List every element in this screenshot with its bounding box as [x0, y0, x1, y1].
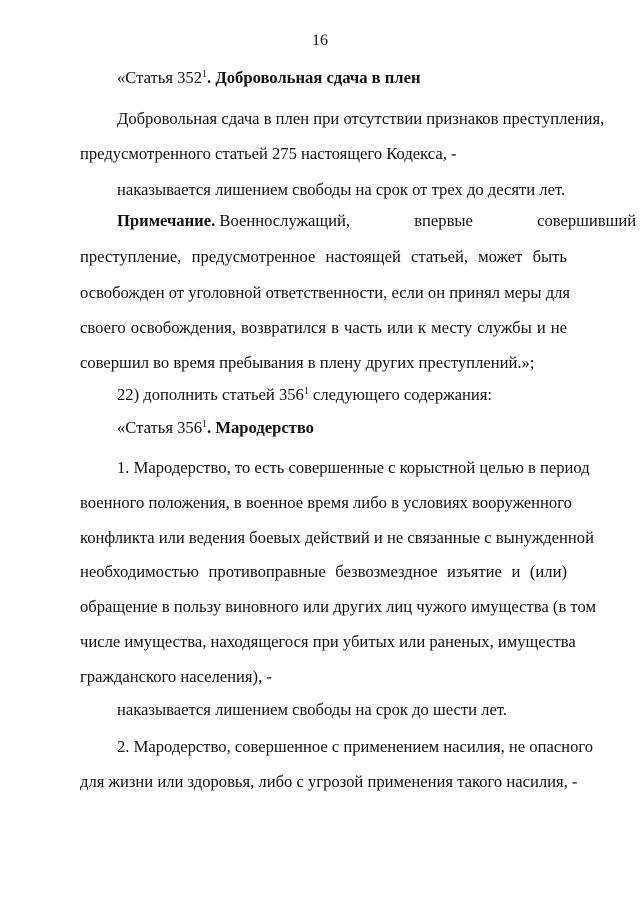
article-356-prefix: «Статья 356	[117, 418, 203, 437]
article-356-part2-line: 2. Мародерство, совершенное с применением насилия, не опасного	[117, 737, 594, 756]
item-22-text: 22) дополнить статьей 356	[117, 385, 304, 404]
article-356-dot: .	[207, 418, 216, 437]
article-356-heading	[117, 418, 567, 438]
article-356-part2-line: для жизни или здоровья, либо с угрозой применения такого насилия, -	[80, 772, 578, 791]
item-22	[117, 385, 567, 405]
article-356-part1-line: обращение в пользу виновного или других лиц чужого имущества (в том	[80, 597, 596, 616]
article-352-note-line: совершил во время пребывания в плену других преступлений.»;	[80, 353, 535, 372]
article-356-superscript: 1	[202, 419, 208, 430]
article-352-note-line: освобожден от уголовной ответственности, если он принял меры для	[80, 283, 571, 302]
article-356-penalty: наказывается лишением свободы на срок до шести лет.	[117, 700, 507, 719]
article-352-superscript: 1	[202, 69, 208, 80]
item-22-superscript: 1	[303, 386, 309, 397]
article-356-title: Мародерство	[215, 418, 314, 437]
article-356-part1-line: числе имущества, находящегося при убитых или раненых, имущества	[80, 632, 576, 651]
article-352-text-line: Добровольная сдача в плен при отсутствии признаков преступления,	[117, 109, 605, 128]
article-356-part1-line: гражданского населения), -	[80, 667, 272, 686]
article-352-note-line	[117, 211, 637, 231]
article-356-part1-line: необходимостью противоправные безвозмездное изъятие и (или)	[80, 562, 567, 581]
item-22-text-after: следующего содержания:	[308, 385, 493, 404]
note-label: Примечание.	[117, 211, 216, 230]
article-356-part1-line: военного положения, в военное время либо в условиях вооруженного	[80, 493, 572, 512]
note-text: Военнослужащий, впервые совершивший	[219, 211, 637, 230]
article-352-note-line: преступление, предусмотренное настоящей статьей, может быть	[80, 247, 567, 266]
article-356-part1-line: конфликта или ведения боевых действий и не связанные с вынужденной	[80, 528, 594, 547]
article-352-text-line: предусмотренного статьей 275 настоящего Кодекса, -	[80, 144, 457, 163]
article-356-part1-line: 1. Мародерство, то есть совершенные с корыстной целью в период	[117, 458, 590, 477]
article-352-prefix: «Статья 352	[117, 68, 203, 87]
page-number: 16	[312, 32, 328, 49]
article-352-title: Добровольная сдача в плен	[215, 68, 421, 87]
article-352-note-line: своего освобождения, возвратился в часть или к месту службы и не	[80, 318, 567, 337]
article-352-dot: .	[207, 68, 216, 87]
article-352-heading	[117, 68, 567, 88]
article-352-penalty: наказывается лишением свободы на срок от трех до десяти лет.	[117, 180, 566, 199]
